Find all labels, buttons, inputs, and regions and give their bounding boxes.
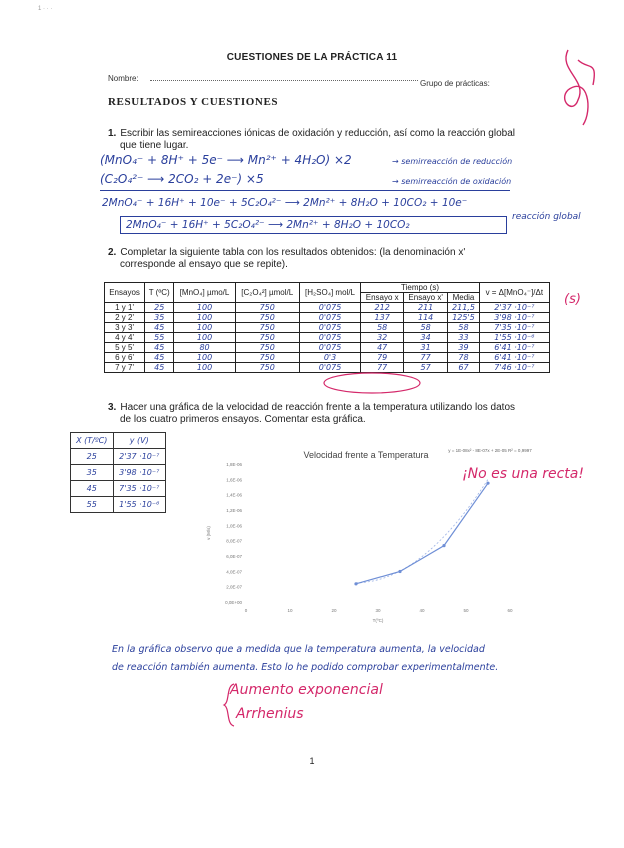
chart-title: Velocidad frente a Temperatura [303,450,429,460]
xy-row [71,449,166,465]
x-tick-label: 40 [419,608,425,613]
table-cell: 211,5 [448,303,479,313]
data-point [354,582,357,585]
series-line [356,483,488,584]
xy-body [71,449,166,513]
arrhenius-note: Arrhenius [236,706,304,722]
grupo-label: Grupo de prácticas: [420,79,490,88]
nombre-label: Nombre: [108,74,139,83]
table-cell: 67 [448,363,479,373]
x-tick-label: 10 [287,608,293,613]
data-point [486,482,489,485]
y-tick-label: 1,6E-06 [226,477,242,483]
brace-annotation [222,682,236,728]
table-cell: 212 [361,303,404,313]
trendline [356,479,488,582]
table-cell: 0'075 [299,343,361,353]
section-heading: RESULTADOS Y CUESTIONES [108,96,279,108]
question-1-text: Escribir las semireacciones iónicas de oxidación y reducción, así como la reacción global [120,128,515,139]
table-cell: 7'46 ·10⁻⁷ [479,363,549,373]
reduction-label: → semirreacción de reducción [392,157,513,166]
xy-cell: 2'37 ·10⁻⁷ [113,449,166,465]
question-2-text: Completar la siguiente tabla con los resultados obtenidos: (la denominación x' [120,247,466,258]
y-tick-label: 1,4E-06 [226,492,242,498]
table-cell: 55 [145,333,174,343]
table-cell: 57 [403,363,447,373]
table-cell: 100 [174,313,235,323]
global-equation-box: 2MnO₄⁻ + 16H⁺ + 5C₂O₄²⁻ ⟶ 2Mn²⁺ + 8H₂O + 10CO₂ [120,216,507,234]
oxidation-equation: (C₂O₄²⁻ ⟶ 2CO₂ + 2e⁻) ×5 [100,172,264,186]
xy-cell: 7'35 ·10⁻⁷ [113,481,166,497]
y-tick-label: 1,0E-06 [226,523,242,529]
comment-line-1: En la gráfica observo que a medida que la temperatura aumenta, la velocidad [112,644,485,655]
x-tick-label: 20 [331,608,337,613]
xy-table [70,432,166,513]
xy-cell: 25 [71,449,114,465]
page-mark: 1 · · · [38,6,53,12]
table-cell: 58 [448,323,479,333]
table-cell: 6'41 ·10⁻⁷ [479,353,549,363]
x-axis-label: T(ºC) [372,618,384,623]
circle-annotation [320,370,424,396]
table-cell: 77 [403,353,447,363]
table-cell: 79 [361,353,404,363]
table-cell: 3'98 ·10⁻⁷ [479,313,549,323]
table-cell: 34 [403,333,447,343]
table-cell: 58 [403,323,447,333]
table-row [105,323,550,333]
exponential-note: Aumento exponencial [230,682,383,698]
table-cell: 0'075 [299,313,361,323]
question-3-text-2: de los cuatro primeros ensayos. Comentar esta gráfica. [120,414,366,425]
data-point [398,570,401,573]
question-1 [108,128,568,152]
table-cell: 2'37 ·10⁻⁷ [479,303,549,313]
table-cell: 6 y 6' [105,353,145,363]
question-1-text-2: que tiene lugar. [120,140,189,151]
question-2-text-2: corresponde al ensayo que se repite). [120,259,288,270]
signature-scribble [548,40,608,130]
table-cell: 750 [235,363,299,373]
table-cell: 33 [448,333,479,343]
table-cell: 750 [235,303,299,313]
table-cell: 100 [174,323,235,333]
table-cell: 1 y 1' [105,303,145,313]
y-tick-label: 4,0E-07 [226,569,242,575]
xy-header-y: y (V) [113,433,166,449]
xy-cell: 3'98 ·10⁻⁷ [113,465,166,481]
xy-header-x: X (T/ºC) [71,433,114,449]
table-cell: 750 [235,323,299,333]
data-point [442,544,445,547]
table-cell: 45 [145,323,174,333]
col-c2o4: [C₂O₄²] µmol/L [235,283,299,303]
y-tick-label: 0,0E+00 [225,600,242,605]
table-cell: 58 [361,323,404,333]
question-3 [108,402,558,426]
table-cell: 1'55 ·10⁻⁶ [479,333,549,343]
table-cell: 0'075 [299,323,361,333]
table-cell: 125'5 [448,313,479,323]
x-tick-label: 30 [375,608,381,613]
question-2-number: 2. [108,247,117,258]
col-ensayos: Ensayos [105,283,145,303]
x-tick-label: 0 [244,608,248,613]
xy-row [71,465,166,481]
question-2 [108,247,548,271]
reduction-equation: (MnO₄⁻ + 8H⁺ + 5e⁻ ⟶ Mn²⁺ + 4H₂O) ×2 [100,153,352,167]
question-1-number: 1. [108,128,117,139]
xy-header-row [71,433,166,449]
table-cell: 0'3 [299,353,361,363]
xy-row [71,481,166,497]
table-cell: 0'075 [299,333,361,343]
y-tick-label: 1,8E-06 [226,462,242,467]
table-row [105,343,550,353]
col-ensayo-x-prime: Ensayo x' [403,293,447,303]
units-annotation: (s) [564,292,581,307]
x-tick-label: 50 [463,608,469,613]
col-media: Media [448,293,479,303]
col-mno4: [MnO₄] µmo/L [174,283,235,303]
xy-cell: 55 [71,497,114,513]
comment-line-2: de reacción también aumenta. Esto lo he podido comprobar experimentalmente. [112,662,499,673]
table-cell: 211 [403,303,447,313]
table-cell: 39 [448,343,479,353]
table-cell: 5 y 5' [105,343,145,353]
x-tick-label: 60 [507,608,513,613]
y-axis-label: v (M/s) [206,526,211,540]
table-cell: 7 y 7' [105,363,145,373]
table-row [105,303,550,313]
table-row [105,313,550,323]
table-cell: 100 [174,353,235,363]
table-cell: 32 [361,333,404,343]
trendline-equation: y = 1E-08x² - 8E-07x + 2E-05 R² = 0,9997 [448,448,532,453]
col-temperature: T (ºC) [145,283,174,303]
question-3-text: Hacer una gráfica de la velocidad de reacción frente a la temperatura utilizando los datos [120,402,516,413]
table-row [105,353,550,363]
table-cell: 25 [145,303,174,313]
table-cell: 6'41 ·10⁻⁷ [479,343,549,353]
not-linear-annotation: ¡No es una recta! [462,466,584,482]
page-title: CUESTIONES DE LA PRÁCTICA 11 [226,52,398,63]
y-tick-label: 8,0E-07 [226,538,242,544]
table-header-row [105,283,550,293]
xy-cell: 1'55 ·10⁻⁶ [113,497,166,513]
table-cell: 47 [361,343,404,353]
oxidation-label: → semirreacción de oxidación [392,177,512,186]
results-body [105,303,550,373]
global-reaction-label: reacción global [512,212,581,222]
table-cell: 4 y 4' [105,333,145,343]
table-cell: 100 [174,303,235,313]
table-row [105,333,550,343]
question-3-number: 3. [108,402,117,413]
table-cell: 45 [145,343,174,353]
col-tiempo: Tiempo (s) [361,283,479,293]
results-table [104,282,550,373]
table-cell: 750 [235,343,299,353]
table-cell: 100 [174,363,235,373]
table-cell: 3 y 3' [105,323,145,333]
xy-row [71,497,166,513]
table-cell: 45 [145,363,174,373]
table-cell: 31 [403,343,447,353]
page-number: 1 [309,756,315,766]
table-cell: 0'075 [299,303,361,313]
table-cell: 137 [361,313,404,323]
col-h2so4: [H₂SO₄] mol/L [299,283,361,303]
y-tick-label: 2,0E-07 [226,584,242,590]
table-cell: 7'35 ·10⁻⁷ [479,323,549,333]
table-cell: 750 [235,353,299,363]
y-tick-label: 6,0E-07 [226,554,242,559]
table-cell: 45 [145,353,174,363]
nombre-field[interactable] [150,80,418,81]
table-cell: 2 y 2' [105,313,145,323]
xy-cell: 35 [71,465,114,481]
table-cell: 114 [403,313,447,323]
table-cell: 80 [174,343,235,353]
y-tick-label: 1,2E-06 [226,508,242,513]
table-cell: 750 [235,333,299,343]
col-ensayo-x: Ensayo x [361,293,404,303]
table-cell: 77 [361,363,404,373]
sum-equation: 2MnO₄⁻ + 16H⁺ + 10e⁻ + 5C₂O₄²⁻ ⟶ 2Mn²⁺ + 8H₂O + 10CO₂ + 10e⁻ [102,197,468,209]
equation-divider [100,190,510,191]
table-cell: 35 [145,313,174,323]
table-cell: 750 [235,313,299,323]
table-cell: 100 [174,333,235,343]
xy-cell: 45 [71,481,114,497]
table-cell: 78 [448,353,479,363]
table-cell: 0'075 [299,363,361,373]
col-velocity: v = Δ[MnO₄⁻]/Δt [479,283,549,303]
